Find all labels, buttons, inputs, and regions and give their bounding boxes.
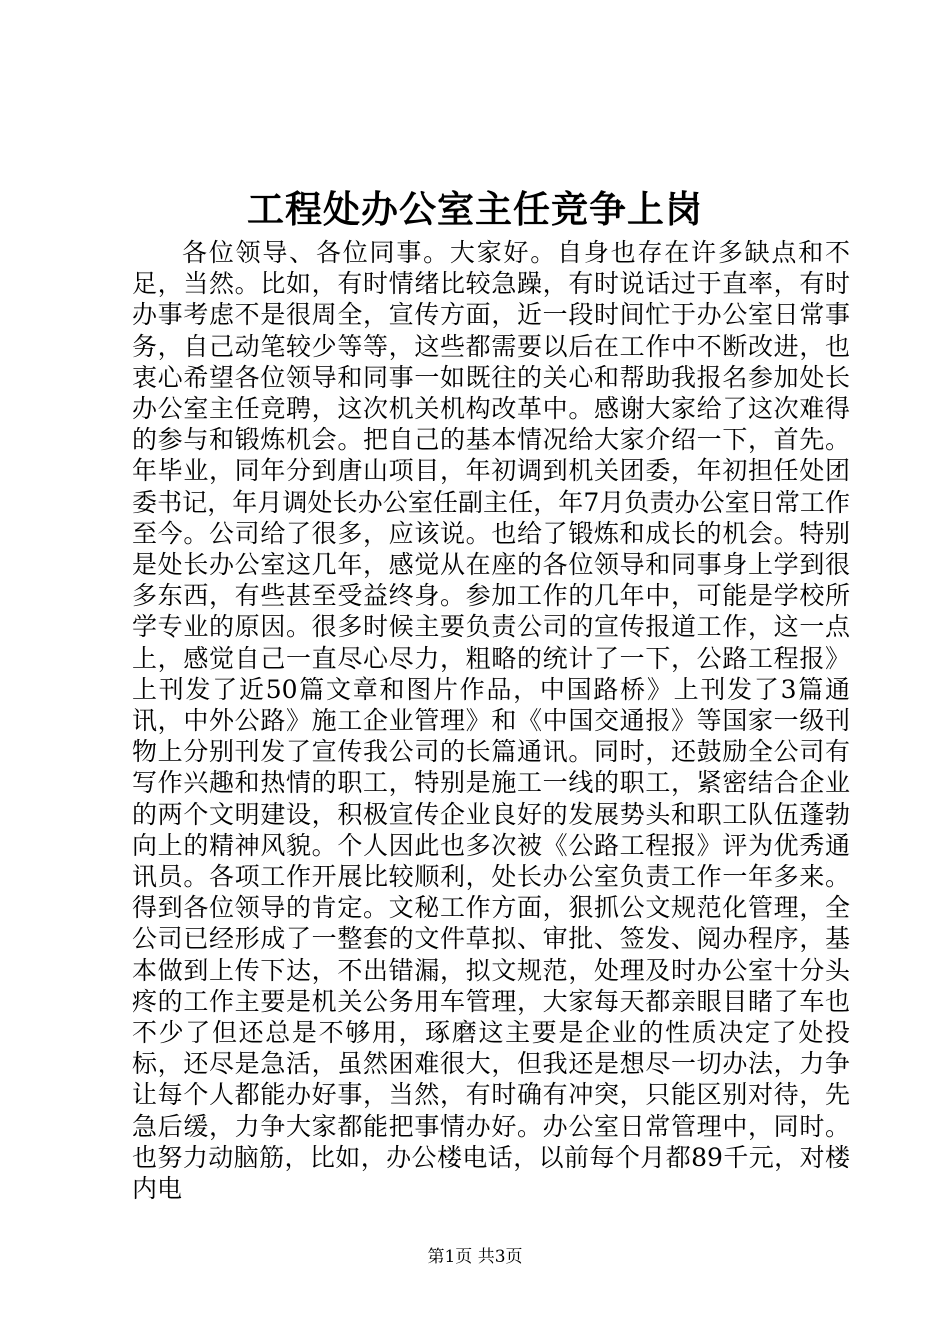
- document-body-paragraph: 各位领导、各位同事。大家好。自身也存在许多缺点和不足，当然。比如，有时情绪比较急躁，有时说话过于直率，有时办事考虑不是很周全，宣传方面，近一段时间忙于办公室日常事务，自己动笔较少等等，这些都需要以后在工作中不断改进，也衷心希望各位领导和同事一如既往的关心和帮助我报名参加处长办公室主任竞聘，这次机关机构改革中。感谢大家给了这次难得的参与和锻炼机会。把自己的基本情况给大家介绍一下，首先。年毕业，同年分到唐山项目，年初调到机关团委，年初担任处团委书记，年月调处长办公室任副主任，年7月负责办公室日常工作至今。公司给了很多，应该说。也给了锻炼和成长的机会。特别是处长办公室这几年，感觉从在座的各位领导和同事身上学到很多东西，有些甚至受益终身。参加工作的几年中，可能是学校所学专业的原因。很多时候主要负责公司的宣传报道工作，这一点上，感觉自己一直尽心尽力，粗略的统计了一下，公路工程报》上刊发了近50篇文章和图片作品，中国路桥》上刊发了3篇通讯，中外公路》施工企业管理》和《中国交通报》等国家一级刊物上分别刊发了宣传我公司的长篇通讯。同时，还鼓励全公司有写作兴趣和热情的职工，特别是施工一线的职工，紧密结合企业的两个文明建设，积极宣传企业良好的发展势头和职工队伍蓬勃向上的精神风貌。个人因此也多次被《公路工程报》评为优秀通讯员。各项工作开展比较顺利，处长办公室负责工作一年多来。得到各位领导的肯定。文秘工作方面，狠抓公文规范化管理，全公司已经形成了一整套的文件草拟、审批、签发、阅办程序，基本做到上传下达，不出错漏，拟文规范，处理及时办公室十分头疼的工作主要是机关公务用车管理，大家每天都亲眼目睹了车也不少了但还总是不够用，琢磨这主要是企业的性质决定了处投标，还尽是急活，虽然困难很大，但我还是想尽一切办法，力争让每个人都能办好事，当然，有时确有冲突，只能区别对待，先急后缓，力争大家都能把事情办好。办公室日常管理中，同时。也努力动脑筋，比如，办公楼电话，以前每个月都89千元，对楼内电: [132, 238, 850, 1204]
- document-title: 工程处办公室主任竞争上岗: [247, 187, 703, 231]
- page-number-footer: 第1页 共3页: [427, 1247, 523, 1267]
